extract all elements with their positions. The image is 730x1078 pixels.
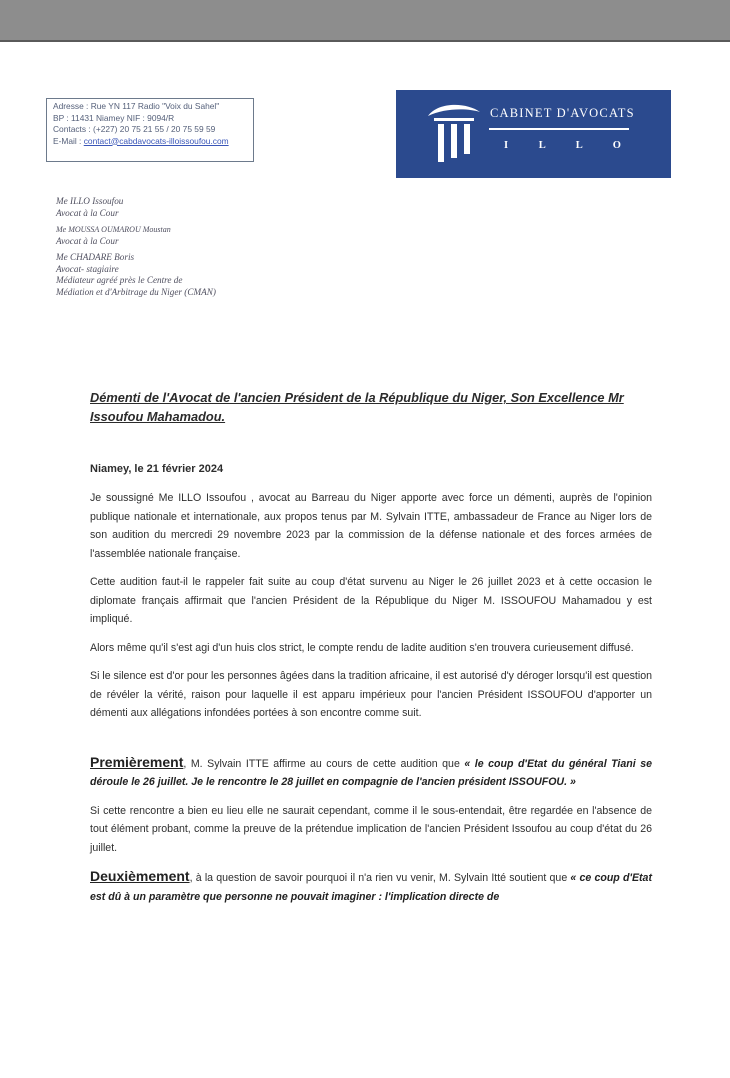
cabinet-logo: [396, 90, 671, 178]
lawyer-entry: [56, 252, 216, 298]
lawyer-role: Avocat- stagiaire: [56, 263, 119, 274]
lawyer-role: Avocat à la Cour: [56, 235, 119, 246]
logo-title: CABINET D'AVOCATS: [490, 106, 635, 120]
document-title: Démenti de l'Avocat de l'ancien Président de la République du Niger, Son Excellence Mr Issoufou Mahamadou.: [90, 390, 624, 424]
lawyer-role: Médiation et d'Arbitrage du Niger (CMAN): [56, 286, 216, 297]
email-link[interactable]: contact@cabdavocats-illoissoufou.com: [83, 135, 229, 146]
document-body: [90, 489, 652, 916]
second-quote: « ce coup d'Etat est dû à un paramètre que personne ne pouvait imaginer : l'implication directe de: [90, 872, 652, 903]
document-date: Niamey, le 21 février 2024: [90, 463, 224, 475]
first-label: Premièrement: [90, 753, 184, 770]
lawyer-role: Avocat à la Cour: [56, 207, 119, 218]
address-line: Adresse : Rue YN 117 Radio "Voix du Sahel": [53, 101, 220, 111]
paragraph: Alors même qu'il s'est agi d'un huis clos strict, le compte rendu de ladite audition s'en trouvera curieusement diffusé.: [90, 641, 634, 654]
email-line: [53, 136, 247, 148]
second-intro: , à la question de savoir pourquoi il n'a rien vu venir, M. Sylvain Itté soutient que: [189, 872, 571, 884]
lawyer-entry: [56, 196, 216, 219]
second-label: Deuxièmement: [90, 868, 190, 884]
lawyers-list: [56, 196, 216, 303]
address-box: [46, 98, 254, 162]
address-line: Contacts : (+227) 20 75 21 55 / 20 75 59 59: [53, 124, 216, 134]
lawyer-entry: [56, 224, 216, 247]
logo-divider: [489, 128, 629, 130]
lawyer-name: Me ILLO Issoufou: [56, 196, 124, 206]
email-label: E-Mail :: [53, 135, 84, 146]
lawyer-name: Me MOUSSA OUMAROU Moustan: [56, 225, 171, 234]
paragraph: Cette audition faut-il le rappeler fait suite au coup d'état survenu au Niger le 26 juillet 2023 et à cette occasion le diplomate français affirmait que l'ancien Président de la République du Niger M. ISSOUFOU Mahamadou y est impliqué.: [90, 576, 652, 625]
lawyer-role: Médiateur agréé près le Centre de: [56, 275, 183, 285]
first-quote: « le coup d'Etat du général Tiani se déroule le 26 juillet. Je le rencontre le 28 juillet en compagnie de l'ancien président ISSOUFOU. »: [90, 757, 652, 788]
paragraph: Je soussigné Me ILLO Issoufou , avocat au Barreau du Niger apporte avec force un démenti, auprès de l'opinion publique nationale et internationale, aux propos tenus par M. Sylvain ITTE, ambassadeur de France au Niger lors de son audition du mercredi 29 novembre 2023 par la commission de la défense nationale et des forces armées de l'assemblée nationale française.: [90, 492, 652, 560]
paragraph-first-point: [90, 753, 652, 792]
letter-page: [0, 40, 730, 1078]
lawyer-name: Me CHADARE Boris: [56, 252, 135, 262]
address-line: BP : 11431 Niamey NIF : 9094/R: [53, 112, 175, 123]
logo-name: I L L O: [504, 140, 623, 151]
paragraph: Si cette rencontre a bien eu lieu elle ne saurait cependant, comme il le sous-entendait, être regardée en l'absence de tout élément probant, comme la preuve de la prétendue implication de l'ancien Président Issoufou au coup d'état du 26 juillet.: [90, 804, 652, 854]
paragraph: Si le silence est d'or pour les personnes âgées dans la tradition africaine, il est autorisé d'y déroger lorsqu'il est question de révéler la vérité, raison pour laquelle il est apparu impérieux pour l'ancien Président ISSOUFOU d'apporter un démenti aux allégations infondées portées à son encontre comme suit.: [90, 670, 652, 719]
first-intro: , M. Sylvain ITTE affirme au cours de cette audition que: [183, 757, 465, 770]
column-pillars-icon: [424, 98, 484, 170]
paragraph-second-point: [90, 867, 652, 906]
